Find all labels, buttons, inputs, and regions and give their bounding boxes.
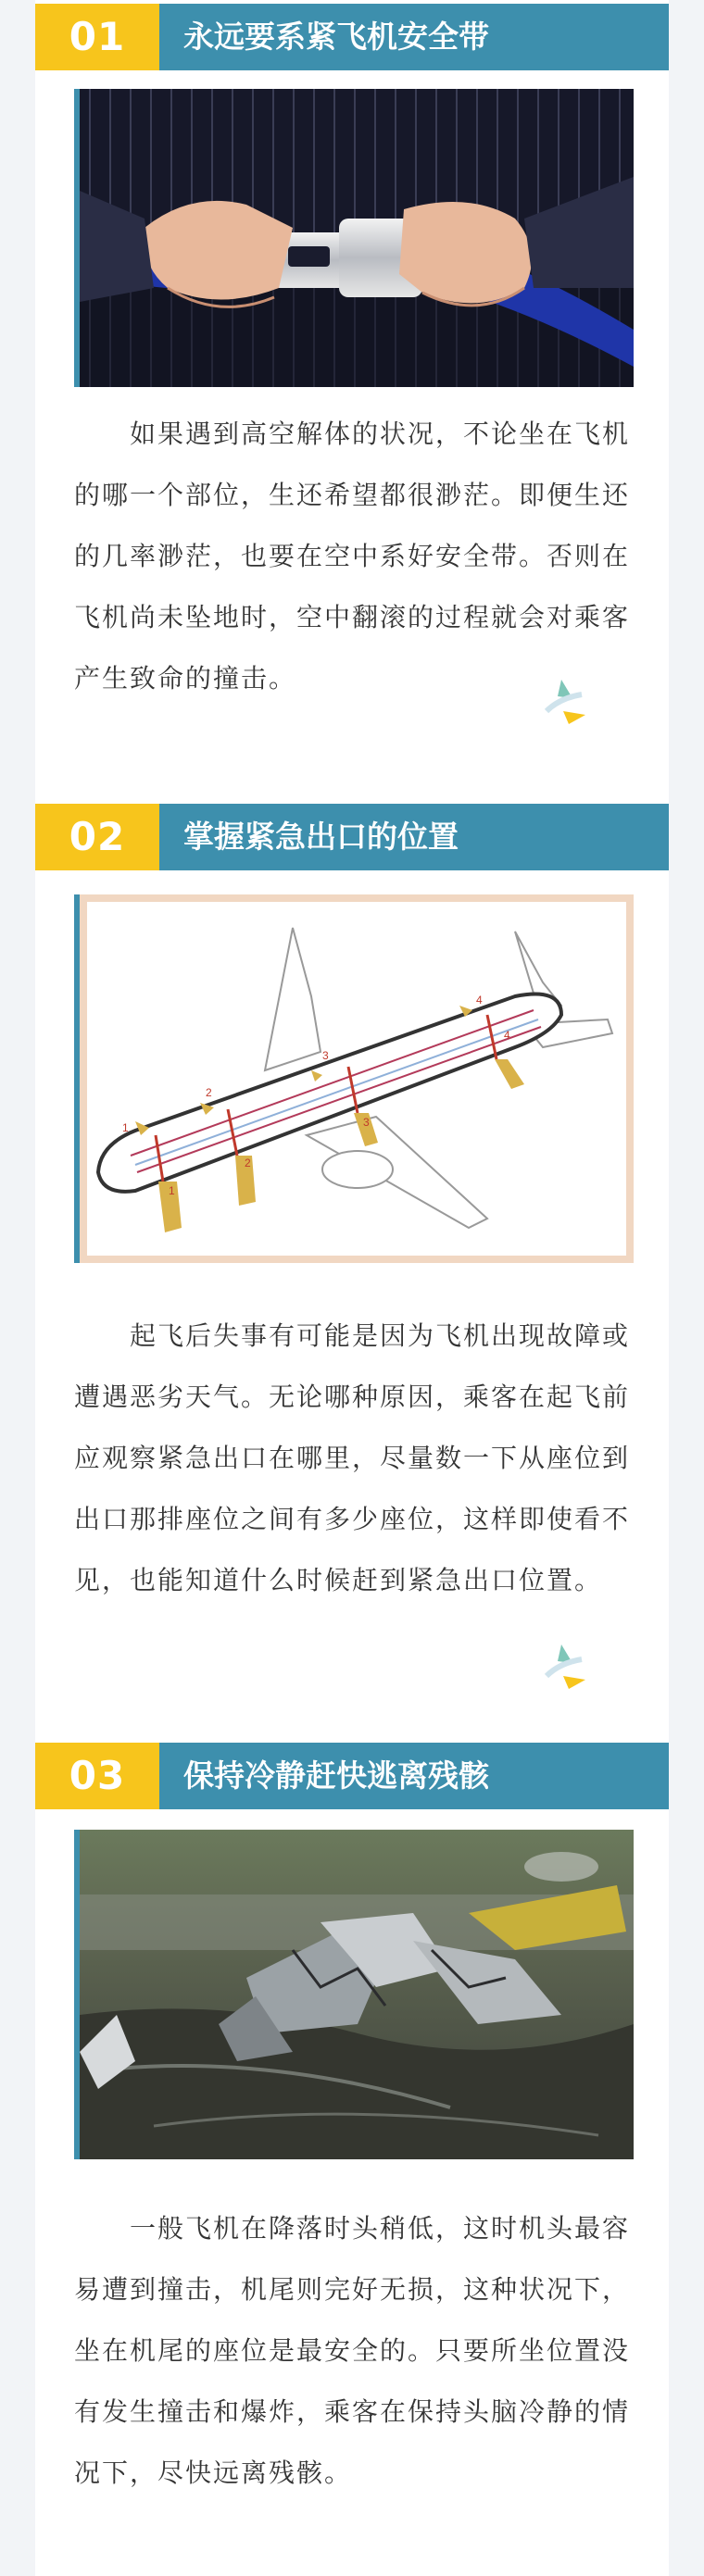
seatbelt-photo (74, 89, 634, 387)
section-title-2: 掌握紧急出口的位置 (183, 819, 459, 855)
aircraft-exit-diagram (74, 894, 634, 1263)
section-paragraph-2: 起飞后失事有可能是因为飞机出现故障或遭遇恶劣天气。无论哪种原因，乘客在起飞前应观察紧急出口在哪里，尽量数一下从座位到出口那排座位之间有多少座位，这样即使看不见，也能知道什么时候赶到紧急出口位置。 (74, 1320, 631, 1595)
exit-label: 4 (504, 1029, 510, 1042)
section-number-1: 01 (35, 4, 159, 70)
exit-label: 2 (206, 1086, 212, 1099)
paper-plane-decoration-icon (541, 674, 606, 739)
section-paragraph-1: 如果遇到高空解体的状况，不论坐在飞机的哪一个部位，生还希望都很渺茫。即便生还的几率渺茫，也要在空中系好安全带。否则在飞机尚未坠地时，空中翻滚的过程就会对乘客产生致命的撞击。 (74, 419, 631, 694)
section-number-3: 03 (35, 1743, 159, 1809)
section-title-1: 永远要系紧飞机安全带 (183, 19, 489, 55)
section-header-1 (35, 4, 669, 70)
exit-label: 4 (476, 994, 483, 1007)
exit-label: 1 (122, 1121, 129, 1134)
exit-label: 3 (322, 1049, 329, 1062)
section-paragraph-3: 一般飞机在降落时头稍低，这时机头最容易遭到撞击，机尾则完好无损，这种状况下，坐在机尾的座位是最安全的。只要所坐位置没有发生撞击和爆炸，乘客在保持头脑冷静的情况下，尽快远离残骸。 (74, 2213, 631, 2488)
seatbelt-illustration (80, 89, 634, 387)
section-header-2 (35, 804, 669, 870)
exit-label: 3 (363, 1116, 370, 1129)
aircraft-illustration (80, 894, 634, 1263)
section-number-2: 02 (35, 804, 159, 870)
wreckage-photo (74, 1830, 634, 2159)
section-title-3: 保持冷静赶快逃离残骸 (183, 1757, 489, 1794)
exit-label: 1 (169, 1184, 175, 1197)
wreckage-illustration (80, 1830, 634, 2159)
exit-label: 2 (245, 1157, 251, 1169)
article-page (35, 0, 669, 2576)
section-header-3 (35, 1743, 669, 1809)
paper-plane-decoration-icon (541, 1639, 606, 1704)
